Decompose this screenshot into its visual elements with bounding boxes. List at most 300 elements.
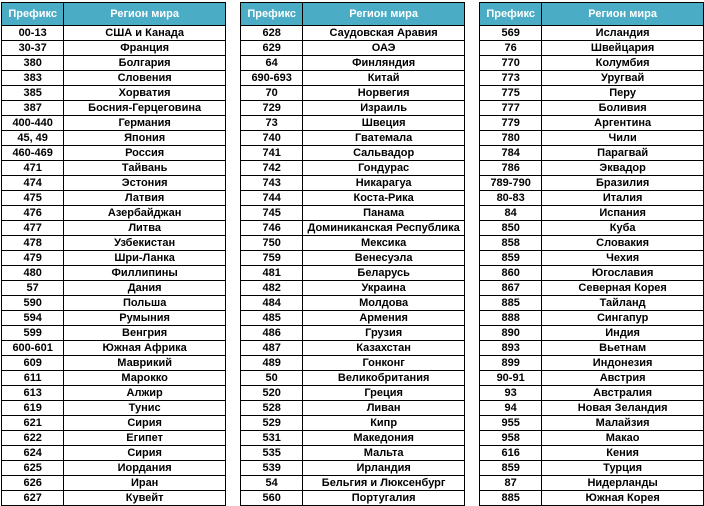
table-row	[480, 461, 704, 476]
prefix-cell: 57	[2, 281, 64, 296]
region-cell: Ирландия	[303, 461, 465, 476]
prefix-cell: 625	[2, 461, 64, 476]
prefix-cell: 569	[480, 26, 542, 41]
table-row	[480, 371, 704, 386]
table-row	[241, 41, 465, 56]
prefix-cell: 627	[2, 491, 64, 506]
region-cell: Малайзия	[542, 416, 704, 431]
region-cell: Украина	[303, 281, 465, 296]
table-row	[480, 56, 704, 71]
table-row	[2, 101, 226, 116]
region-cell: Тайвань	[64, 161, 226, 176]
table-row	[241, 251, 465, 266]
prefix-cell: 385	[2, 86, 64, 101]
region-cell: Мальта	[303, 446, 465, 461]
header-region: Регион мира	[303, 3, 465, 26]
region-cell: Коста-Рика	[303, 191, 465, 206]
prefix-cell: 599	[2, 326, 64, 341]
region-cell: Южная Корея	[542, 491, 704, 506]
region-cell: Япония	[64, 131, 226, 146]
table-row	[241, 266, 465, 281]
region-cell: Эквадор	[542, 161, 704, 176]
table-row	[241, 26, 465, 41]
table-row	[241, 146, 465, 161]
prefix-cell: 528	[241, 401, 303, 416]
region-cell: Уругвай	[542, 71, 704, 86]
region-cell: Словакия	[542, 236, 704, 251]
region-cell: Нидерланды	[542, 476, 704, 491]
table-row	[241, 356, 465, 371]
region-cell: Гондурас	[303, 161, 465, 176]
table-row	[480, 266, 704, 281]
table-row	[2, 416, 226, 431]
table-row	[2, 191, 226, 206]
region-cell: Узбекистан	[64, 236, 226, 251]
region-cell: Словения	[64, 71, 226, 86]
table-row	[480, 356, 704, 371]
header-row	[241, 3, 465, 26]
table-row	[241, 461, 465, 476]
prefix-cell: 30-37	[2, 41, 64, 56]
table-row	[480, 431, 704, 446]
prefix-cell: 690-693	[241, 71, 303, 86]
table-row	[480, 341, 704, 356]
header-prefix: Префикс	[480, 3, 542, 26]
table-row	[480, 176, 704, 191]
region-cell: Швейцария	[542, 41, 704, 56]
prefix-cell: 531	[241, 431, 303, 446]
region-cell: Сирия	[64, 446, 226, 461]
region-cell: Новая Зеландия	[542, 401, 704, 416]
region-cell: Литва	[64, 221, 226, 236]
region-cell: Болгария	[64, 56, 226, 71]
prefix-cell: 64	[241, 56, 303, 71]
prefix-cell: 489	[241, 356, 303, 371]
table-row	[241, 326, 465, 341]
table-row	[241, 221, 465, 236]
prefix-cell: 859	[480, 251, 542, 266]
table-row	[480, 401, 704, 416]
table-row	[480, 41, 704, 56]
header-row	[2, 3, 226, 26]
region-cell: Турция	[542, 461, 704, 476]
prefix-cell: 54	[241, 476, 303, 491]
prefix-table-1	[1, 2, 226, 506]
prefix-cell: 471	[2, 161, 64, 176]
prefix-cell: 474	[2, 176, 64, 191]
prefix-cell: 00-13	[2, 26, 64, 41]
region-cell: Сингапур	[542, 311, 704, 326]
prefix-cell: 858	[480, 236, 542, 251]
table-row	[2, 476, 226, 491]
table-body	[241, 26, 465, 506]
table-row	[480, 86, 704, 101]
prefix-cell: 560	[241, 491, 303, 506]
region-cell: Румыния	[64, 311, 226, 326]
table-row	[480, 101, 704, 116]
region-cell: Франция	[64, 41, 226, 56]
region-cell: Израиль	[303, 101, 465, 116]
prefix-cell: 619	[2, 401, 64, 416]
prefix-cell: 867	[480, 281, 542, 296]
table-row	[241, 281, 465, 296]
region-cell: Мексика	[303, 236, 465, 251]
region-cell: Саудовская Аравия	[303, 26, 465, 41]
table-row	[480, 416, 704, 431]
region-cell: Босния-Герцеговина	[64, 101, 226, 116]
table-row	[2, 251, 226, 266]
header-region: Регион мира	[542, 3, 704, 26]
prefix-cell: 380	[2, 56, 64, 71]
prefix-cell: 529	[241, 416, 303, 431]
prefix-cell: 76	[480, 41, 542, 56]
table-row	[241, 446, 465, 461]
region-cell: Испания	[542, 206, 704, 221]
table-row	[480, 491, 704, 506]
table-row	[2, 356, 226, 371]
table-row	[2, 401, 226, 416]
table-row	[2, 86, 226, 101]
region-cell: Алжир	[64, 386, 226, 401]
region-cell: Тунис	[64, 401, 226, 416]
region-cell: Макао	[542, 431, 704, 446]
prefix-cell: 750	[241, 236, 303, 251]
prefix-cell: 859	[480, 461, 542, 476]
table-row	[241, 206, 465, 221]
prefix-cell: 485	[241, 311, 303, 326]
region-cell: Латвия	[64, 191, 226, 206]
table-row	[2, 446, 226, 461]
prefix-cell: 70	[241, 86, 303, 101]
prefix-cell: 786	[480, 161, 542, 176]
region-cell: Иордания	[64, 461, 226, 476]
prefix-cell: 478	[2, 236, 64, 251]
region-cell: Никарагуа	[303, 176, 465, 191]
prefix-cell: 629	[241, 41, 303, 56]
table-row	[241, 131, 465, 146]
prefix-cell: 535	[241, 446, 303, 461]
prefix-cell: 955	[480, 416, 542, 431]
region-cell: Австрия	[542, 371, 704, 386]
prefix-cell: 789-790	[480, 176, 542, 191]
region-cell: Сирия	[64, 416, 226, 431]
table-body	[480, 26, 704, 506]
table-row	[480, 191, 704, 206]
prefix-cell: 611	[2, 371, 64, 386]
table-row	[480, 146, 704, 161]
region-cell: Казахстан	[303, 341, 465, 356]
table-row	[480, 311, 704, 326]
region-cell: Кения	[542, 446, 704, 461]
prefix-cell: 622	[2, 431, 64, 446]
prefix-cell: 628	[241, 26, 303, 41]
header-row	[480, 3, 704, 26]
prefix-cell: 481	[241, 266, 303, 281]
prefix-cell: 746	[241, 221, 303, 236]
prefix-cell: 890	[480, 326, 542, 341]
header-region: Регион мира	[64, 3, 226, 26]
region-cell: Доминиканская Республика	[303, 221, 465, 236]
region-cell: Сальвадор	[303, 146, 465, 161]
table-row	[2, 176, 226, 191]
region-cell: Греция	[303, 386, 465, 401]
prefix-cell: 479	[2, 251, 64, 266]
region-cell: ОАЭ	[303, 41, 465, 56]
table-row	[480, 161, 704, 176]
region-cell: Индия	[542, 326, 704, 341]
table-row	[241, 71, 465, 86]
prefix-cell: 482	[241, 281, 303, 296]
region-cell: США и Канада	[64, 26, 226, 41]
region-cell: Марокко	[64, 371, 226, 386]
table-row	[480, 236, 704, 251]
table-row	[480, 386, 704, 401]
region-cell: Австралия	[542, 386, 704, 401]
table-row	[2, 161, 226, 176]
table-row	[241, 56, 465, 71]
table-row	[2, 431, 226, 446]
prefix-cell: 94	[480, 401, 542, 416]
prefix-cell: 745	[241, 206, 303, 221]
table-row	[241, 431, 465, 446]
prefix-cell: 460-469	[2, 146, 64, 161]
prefix-cell: 626	[2, 476, 64, 491]
region-cell: Китай	[303, 71, 465, 86]
table-row	[2, 71, 226, 86]
table-row	[241, 116, 465, 131]
prefix-cell: 784	[480, 146, 542, 161]
table-row	[2, 26, 226, 41]
prefix-cell: 850	[480, 221, 542, 236]
prefix-cell: 779	[480, 116, 542, 131]
prefix-cell: 893	[480, 341, 542, 356]
prefix-cell: 486	[241, 326, 303, 341]
prefix-cell: 600-601	[2, 341, 64, 356]
table-row	[241, 401, 465, 416]
region-cell: Эстония	[64, 176, 226, 191]
table-row	[480, 296, 704, 311]
region-cell: Молдова	[303, 296, 465, 311]
region-cell: Германия	[64, 116, 226, 131]
region-cell: Парагвай	[542, 146, 704, 161]
region-cell: Ливан	[303, 401, 465, 416]
prefix-cell: 775	[480, 86, 542, 101]
table-row	[480, 446, 704, 461]
region-cell: Армения	[303, 311, 465, 326]
prefix-cell: 90-91	[480, 371, 542, 386]
prefix-cell: 860	[480, 266, 542, 281]
prefix-cell: 520	[241, 386, 303, 401]
region-cell: Шри-Ланка	[64, 251, 226, 266]
table-row	[480, 221, 704, 236]
table-row	[2, 41, 226, 56]
table-row	[2, 116, 226, 131]
region-cell: Грузия	[303, 326, 465, 341]
table-row	[480, 131, 704, 146]
table-row	[2, 56, 226, 71]
table-row	[2, 236, 226, 251]
table-row	[480, 476, 704, 491]
region-cell: Финляндия	[303, 56, 465, 71]
prefix-cell: 742	[241, 161, 303, 176]
prefix-cell: 400-440	[2, 116, 64, 131]
table-row	[241, 101, 465, 116]
region-cell: Азербайджан	[64, 206, 226, 221]
prefix-cell: 487	[241, 341, 303, 356]
region-cell: Беларусь	[303, 266, 465, 281]
prefix-cell: 780	[480, 131, 542, 146]
region-cell: Кипр	[303, 416, 465, 431]
table-row	[480, 26, 704, 41]
prefix-cell: 484	[241, 296, 303, 311]
prefix-cell: 477	[2, 221, 64, 236]
region-cell: Чили	[542, 131, 704, 146]
region-cell: Филлипины	[64, 266, 226, 281]
table-row	[2, 461, 226, 476]
prefix-table-2	[240, 2, 465, 506]
prefix-cell: 740	[241, 131, 303, 146]
header-prefix: Префикс	[241, 3, 303, 26]
region-cell: Индонезия	[542, 356, 704, 371]
region-cell: Исландия	[542, 26, 704, 41]
table-row	[480, 116, 704, 131]
table-row	[480, 251, 704, 266]
region-cell: Аргентина	[542, 116, 704, 131]
prefix-cell: 744	[241, 191, 303, 206]
table-row	[2, 371, 226, 386]
region-cell: Италия	[542, 191, 704, 206]
region-cell: Венесуэла	[303, 251, 465, 266]
table-row	[241, 161, 465, 176]
table-row	[2, 221, 226, 236]
table-row	[480, 206, 704, 221]
region-cell: Колумбия	[542, 56, 704, 71]
region-cell: Македония	[303, 431, 465, 446]
region-cell: Бельгия и Люксенбург	[303, 476, 465, 491]
prefix-cell: 899	[480, 356, 542, 371]
table-row	[2, 341, 226, 356]
region-cell: Великобритания	[303, 371, 465, 386]
table-row	[241, 491, 465, 506]
prefix-cell: 87	[480, 476, 542, 491]
prefix-cell: 476	[2, 206, 64, 221]
table-row	[241, 386, 465, 401]
prefix-cell: 613	[2, 386, 64, 401]
prefix-cell: 387	[2, 101, 64, 116]
region-cell: Хорватия	[64, 86, 226, 101]
region-cell: Перу	[542, 86, 704, 101]
table-row	[241, 476, 465, 491]
region-cell: Вьетнам	[542, 341, 704, 356]
region-cell: Северная Корея	[542, 281, 704, 296]
table-row	[241, 236, 465, 251]
prefix-cell: 80-83	[480, 191, 542, 206]
prefix-cell: 73	[241, 116, 303, 131]
region-cell: Тайланд	[542, 296, 704, 311]
header-prefix: Префикс	[2, 3, 64, 26]
prefix-cell: 885	[480, 491, 542, 506]
prefix-cell: 624	[2, 446, 64, 461]
region-cell: Иран	[64, 476, 226, 491]
table-row	[241, 191, 465, 206]
prefix-cell: 480	[2, 266, 64, 281]
table-row	[241, 341, 465, 356]
region-cell: Португалия	[303, 491, 465, 506]
region-cell: Дания	[64, 281, 226, 296]
region-cell: Бразилия	[542, 176, 704, 191]
prefix-table-3	[479, 2, 704, 506]
prefix-cell: 84	[480, 206, 542, 221]
table-row	[480, 281, 704, 296]
prefix-cell: 743	[241, 176, 303, 191]
table-row	[480, 71, 704, 86]
region-cell: Кувейт	[64, 491, 226, 506]
region-cell: Норвегия	[303, 86, 465, 101]
prefix-cell: 616	[480, 446, 542, 461]
prefix-cell: 885	[480, 296, 542, 311]
region-cell: Южная Африка	[64, 341, 226, 356]
table-row	[2, 146, 226, 161]
prefix-cell: 590	[2, 296, 64, 311]
table-row	[2, 281, 226, 296]
prefix-cell: 958	[480, 431, 542, 446]
prefix-cell: 50	[241, 371, 303, 386]
table-row	[2, 386, 226, 401]
region-cell: Гонконг	[303, 356, 465, 371]
region-cell: Боливия	[542, 101, 704, 116]
prefix-cell: 45, 49	[2, 131, 64, 146]
prefix-cell: 759	[241, 251, 303, 266]
prefix-cell: 609	[2, 356, 64, 371]
table-row	[2, 131, 226, 146]
prefix-cell: 777	[480, 101, 542, 116]
prefix-cell: 729	[241, 101, 303, 116]
region-cell: Польша	[64, 296, 226, 311]
prefix-cell: 93	[480, 386, 542, 401]
prefix-cell: 770	[480, 56, 542, 71]
region-cell: Швеция	[303, 116, 465, 131]
table-row	[2, 206, 226, 221]
table-row	[2, 311, 226, 326]
region-cell: Чехия	[542, 251, 704, 266]
region-cell: Маврикий	[64, 356, 226, 371]
prefix-cell: 773	[480, 71, 542, 86]
table-row	[480, 326, 704, 341]
prefix-cell: 741	[241, 146, 303, 161]
table-row	[241, 176, 465, 191]
table-row	[2, 491, 226, 506]
table-row	[2, 266, 226, 281]
region-cell: Россия	[64, 146, 226, 161]
prefix-cell: 594	[2, 311, 64, 326]
table-row	[2, 296, 226, 311]
region-cell: Египет	[64, 431, 226, 446]
table-row	[241, 311, 465, 326]
region-cell: Панама	[303, 206, 465, 221]
table-row	[241, 296, 465, 311]
table-row	[2, 326, 226, 341]
prefix-cell: 475	[2, 191, 64, 206]
prefix-cell: 888	[480, 311, 542, 326]
table-row	[241, 371, 465, 386]
prefix-cell: 621	[2, 416, 64, 431]
region-cell: Венгрия	[64, 326, 226, 341]
region-cell: Гватемала	[303, 131, 465, 146]
table-body	[2, 26, 226, 506]
table-row	[241, 86, 465, 101]
prefix-cell: 539	[241, 461, 303, 476]
region-cell: Куба	[542, 221, 704, 236]
